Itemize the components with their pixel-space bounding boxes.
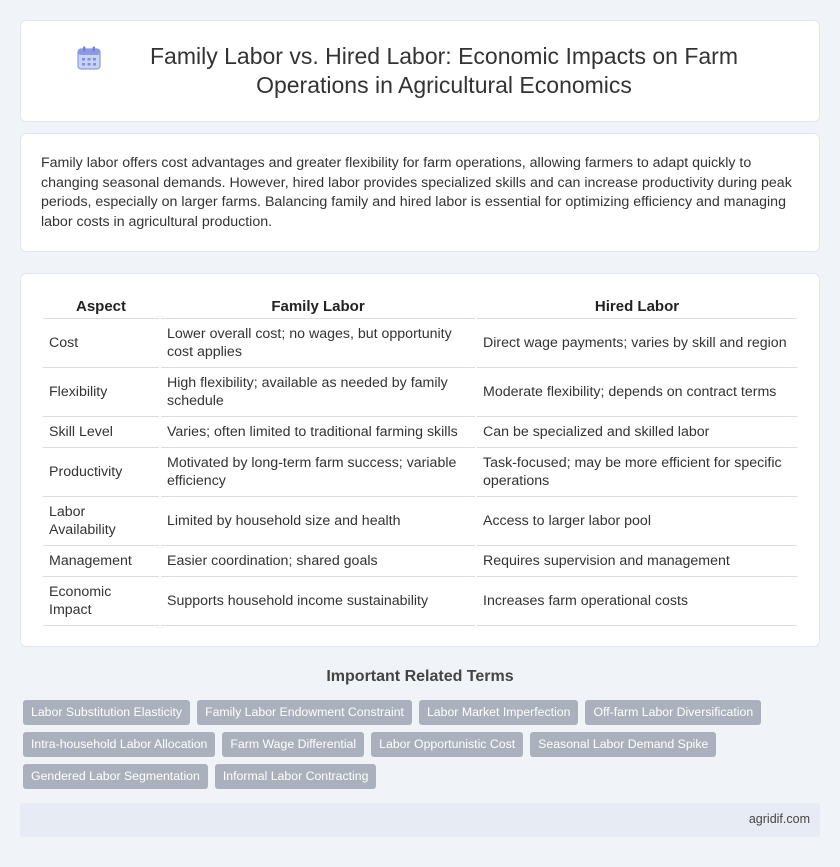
table-cell: Can be specialized and skilled labor (477, 417, 797, 448)
table-cell: Lower overall cost; no wages, but opportunity cost applies (161, 319, 475, 368)
table-row (43, 368, 797, 417)
table-row (43, 448, 797, 497)
column-header-family-labor: Family Labor (161, 295, 475, 319)
table-cell: Increases farm operational costs (477, 577, 797, 626)
related-term-tag[interactable]: Intra-household Labor Allocation (23, 732, 215, 757)
table-cell: Skill Level (43, 417, 159, 448)
comparison-table (41, 295, 799, 626)
related-terms-list (23, 700, 783, 796)
table-cell: Easier coordination; shared goals (161, 546, 475, 577)
table-cell: High flexibility; available as needed by family schedule (161, 368, 475, 417)
table-cell: Limited by household size and health (161, 497, 475, 546)
column-header-hired-labor: Hired Labor (477, 295, 797, 319)
table-row (43, 497, 797, 546)
footer-bar (20, 803, 820, 837)
table-cell: Labor Availability (43, 497, 159, 546)
table-cell: Moderate flexibility; depends on contract terms (477, 368, 797, 417)
table-card (20, 273, 820, 647)
intro-card (20, 133, 820, 252)
related-terms-title: Important Related Terms (326, 668, 514, 685)
related-term-tag[interactable]: Labor Substitution Elasticity (23, 700, 190, 725)
table-cell: Motivated by long-term farm success; variable efficiency (161, 448, 475, 497)
related-term-tag[interactable]: Labor Market Imperfection (419, 700, 579, 725)
column-header-aspect: Aspect (43, 295, 159, 319)
table-cell: Economic Impact (43, 577, 159, 626)
page-title: Family Labor vs. Hired Labor: Economic Impacts on Farm Operations in Agricultural Economics (150, 43, 738, 98)
table-row (43, 577, 797, 626)
table-cell: Flexibility (43, 368, 159, 417)
table-cell: Productivity (43, 448, 159, 497)
table-cell: Supports household income sustainability (161, 577, 475, 626)
related-term-tag[interactable]: Gendered Labor Segmentation (23, 764, 208, 789)
related-term-tag[interactable]: Off-farm Labor Diversification (585, 700, 761, 725)
footer-site-link[interactable]: agridif.com (748, 812, 810, 826)
header-inner (21, 21, 819, 121)
intro-paragraph: Family labor offers cost advantages and greater flexibility for farm operations, allowing farmers to adapt quickly to changing seasonal demands. However, hired labor provides specialized skills and can increase productivity during peak periods, especially on larger farms. Balancing family and hired labor is essential for optimizing efficiency and managing labor costs in agricultural production. (41, 155, 792, 230)
calendar-icon (76, 45, 102, 71)
header-card (20, 20, 820, 122)
table-row (43, 417, 797, 448)
table-row (43, 546, 797, 577)
table-cell: Access to larger labor pool (477, 497, 797, 546)
related-term-tag[interactable]: Labor Opportunistic Cost (371, 732, 523, 757)
table-cell: Requires supervision and management (477, 546, 797, 577)
table-cell: Management (43, 546, 159, 577)
table-cell: Cost (43, 319, 159, 368)
related-term-tag[interactable]: Seasonal Labor Demand Spike (530, 732, 716, 757)
table-cell: Task-focused; may be more efficient for specific operations (477, 448, 797, 497)
related-term-tag[interactable]: Family Labor Endowment Constraint (197, 700, 412, 725)
table-row (43, 319, 797, 368)
related-term-tag[interactable]: Farm Wage Differential (222, 732, 364, 757)
table-cell: Direct wage payments; varies by skill and region (477, 319, 797, 368)
table-cell: Varies; often limited to traditional farming skills (161, 417, 475, 448)
table-header-row (43, 295, 797, 319)
related-term-tag[interactable]: Informal Labor Contracting (215, 764, 377, 789)
